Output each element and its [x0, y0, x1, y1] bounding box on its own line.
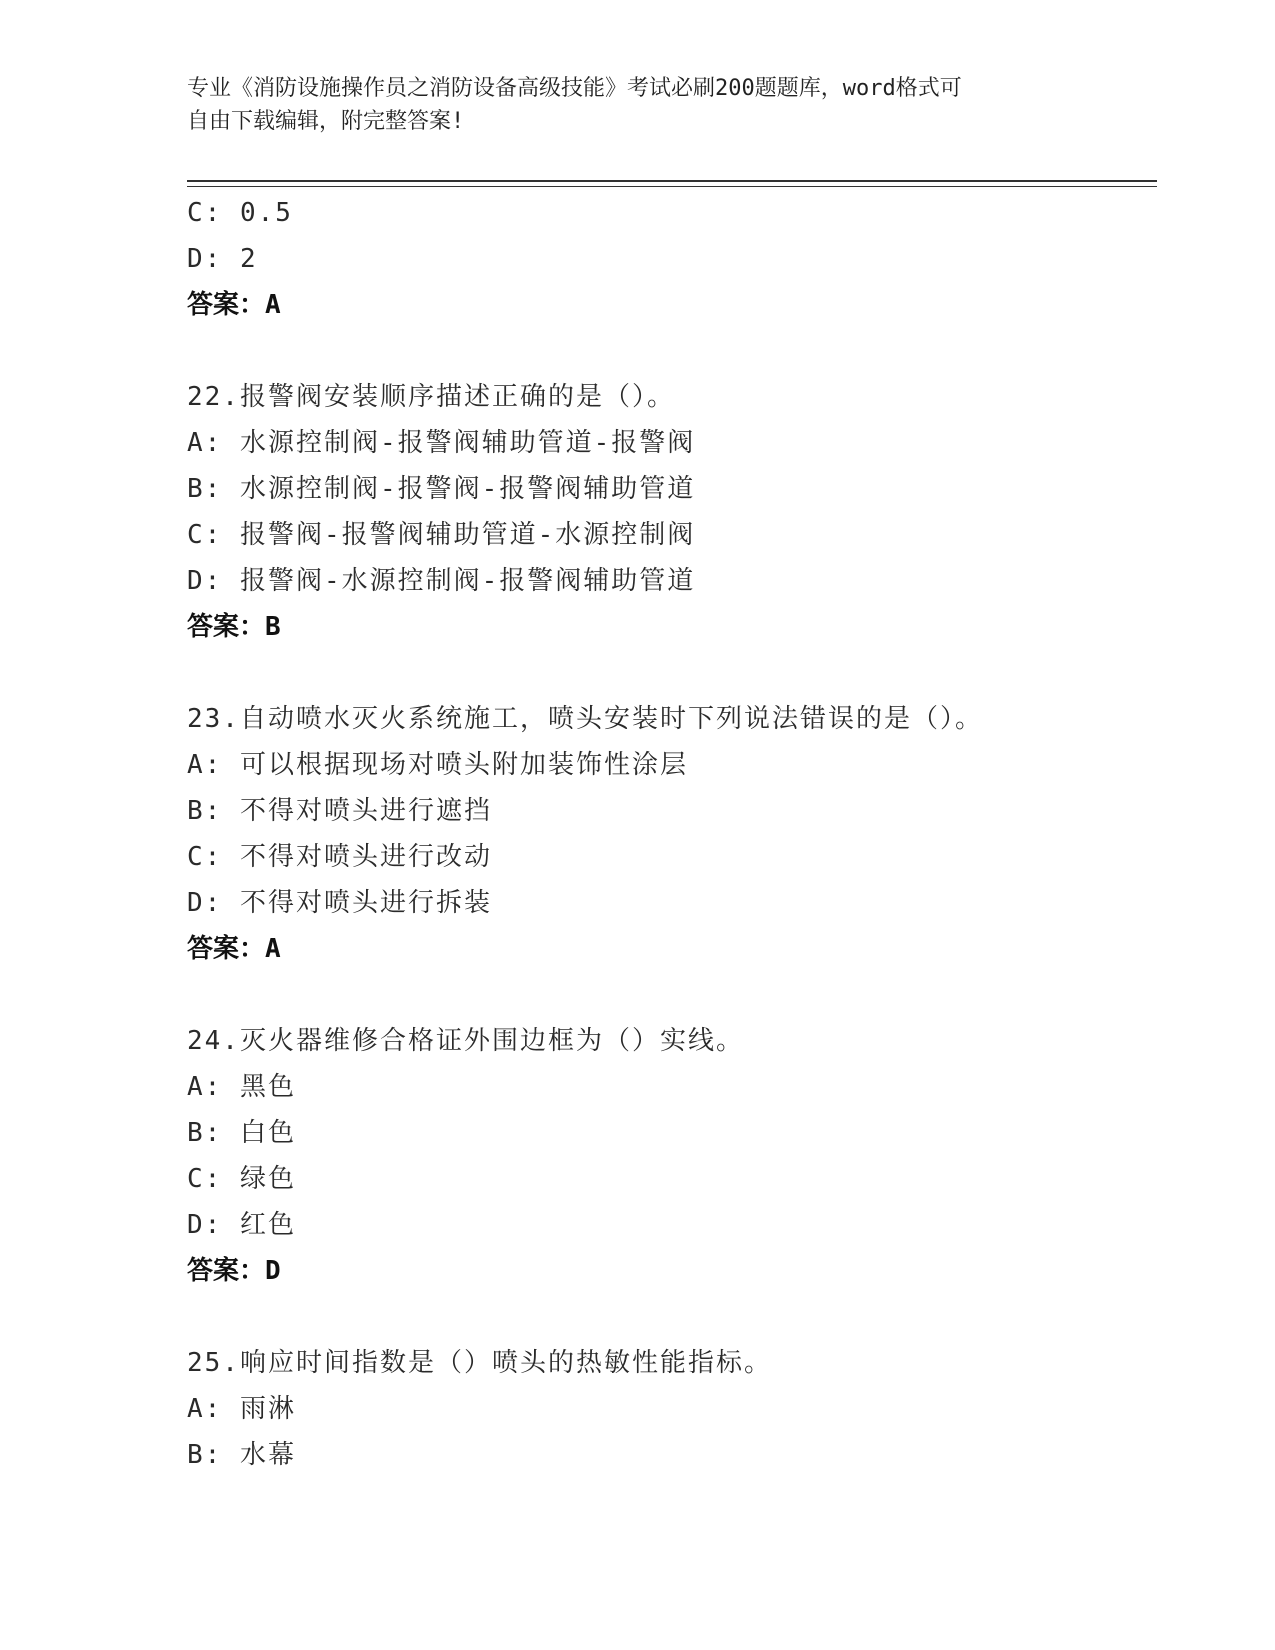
question-22 [187, 374, 1147, 650]
option-d: D: 不得对喷头进行拆装 [187, 888, 492, 918]
option-b: B: 不得对喷头进行遮挡 [187, 796, 492, 826]
option-b: B: 水幕 [187, 1440, 296, 1470]
option-d: D: 报警阀-水源控制阀-报警阀辅助管道 [187, 566, 696, 596]
spacer [187, 972, 1147, 1018]
header-divider-thick [187, 180, 1157, 182]
option-c: C: 0.5 [187, 198, 293, 228]
option-c: C: 不得对喷头进行改动 [187, 842, 492, 872]
option-a: A: 水源控制阀-报警阀辅助管道-报警阀 [187, 428, 696, 458]
question-stem: 25.响应时间指数是（）喷头的热敏性能指标。 [187, 1348, 772, 1378]
question-24 [187, 1018, 1147, 1294]
header-title-line-2: 自由下载编辑，附完整答案! [187, 109, 465, 134]
header-divider-thin [187, 186, 1157, 187]
option-a: A: 黑色 [187, 1072, 296, 1102]
option-d: D: 红色 [187, 1210, 296, 1240]
question-23 [187, 696, 1147, 972]
option-d: D: 2 [187, 244, 258, 274]
question-stem: 24.灭火器维修合格证外围边框为（）实线。 [187, 1026, 744, 1056]
spacer [187, 328, 1147, 374]
option-c: C: 绿色 [187, 1164, 296, 1194]
question-25 [187, 1340, 1147, 1478]
question-list [187, 190, 1147, 1478]
option-c: C: 报警阀-报警阀辅助管道-水源控制阀 [187, 520, 696, 550]
option-b: B: 水源控制阀-报警阀-报警阀辅助管道 [187, 474, 696, 504]
answer-label: 答案：A [187, 934, 281, 964]
answer-label: 答案：D [187, 1256, 281, 1286]
question-stem: 22.报警阀安装顺序描述正确的是（）。 [187, 382, 675, 412]
answer-label: 答案：B [187, 612, 281, 642]
question-stem: 23.自动喷水灭火系统施工，喷头安装时下列说法错误的是（）。 [187, 704, 983, 734]
document-header [187, 72, 1067, 138]
header-title-line-1: 专业《消防设施操作员之消防设备高级技能》考试必刷200题题库，word格式可 [187, 76, 962, 101]
question-21-continuation [187, 190, 1147, 328]
option-a: A: 雨淋 [187, 1394, 296, 1424]
spacer [187, 1294, 1147, 1340]
option-b: B: 白色 [187, 1118, 296, 1148]
option-a: A: 可以根据现场对喷头附加装饰性涂层 [187, 750, 688, 780]
answer-label: 答案：A [187, 290, 281, 320]
spacer [187, 650, 1147, 696]
